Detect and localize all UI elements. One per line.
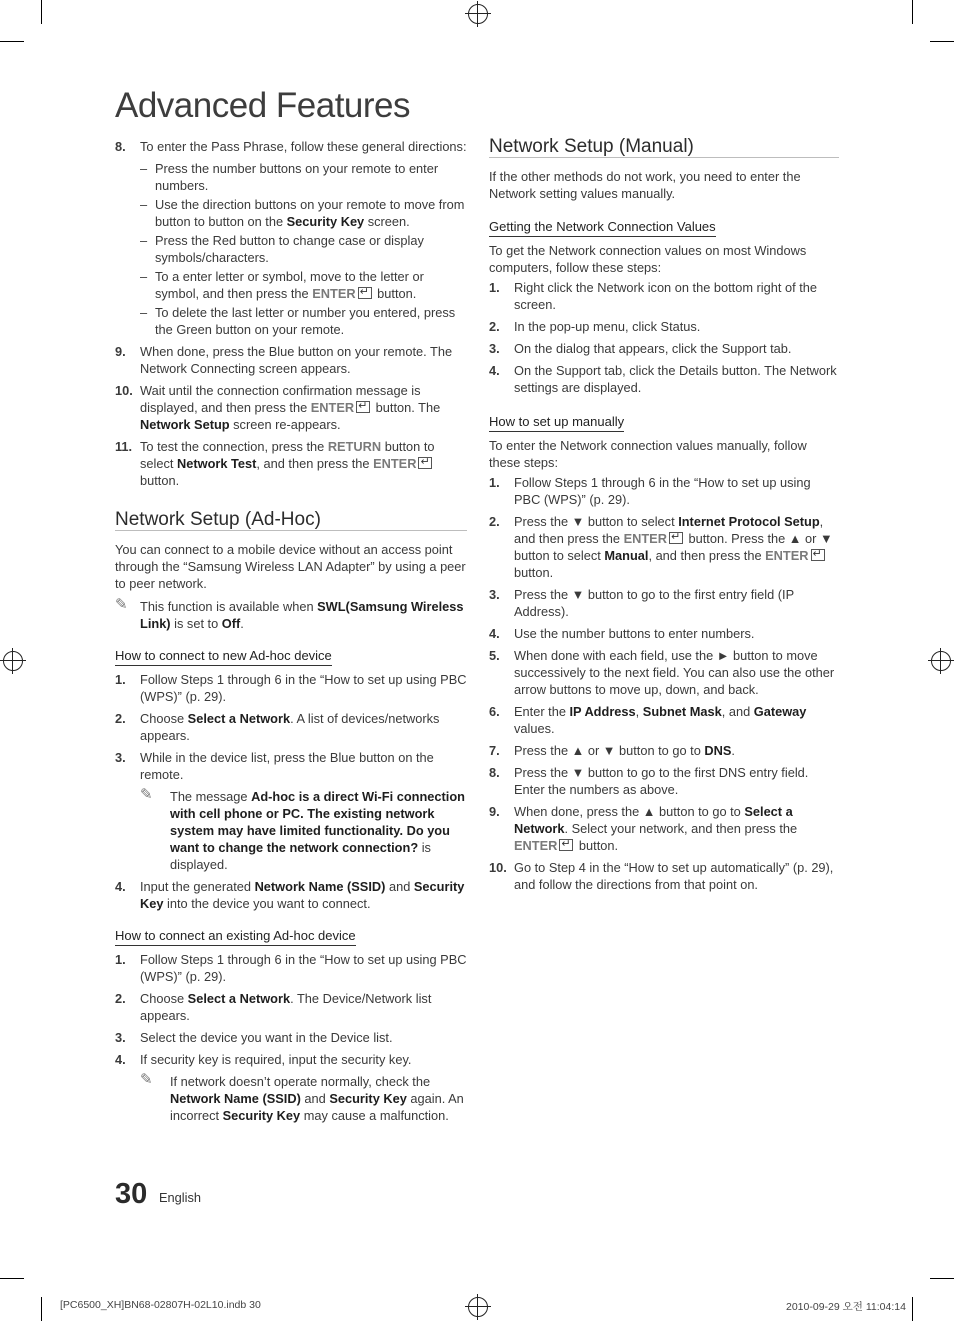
adhoc-intro: You can connect to a mobile device without an access point through the “Samsung Wireless LAN Adapter” by using a peer to peer network. [115, 542, 466, 591]
list-item: 1. Right click the Network icon on the bottom right of the screen. [489, 280, 818, 312]
registration-mark-icon [468, 1297, 488, 1317]
list-item: 1. Follow Steps 1 through 6 in the “How to set up using PBC (WPS)” (p. 29). [489, 475, 811, 507]
list-item: 3. Press the ▼ button to go to the first entry field (IP Address). [489, 587, 794, 619]
getting-intro: To get the Network connection values on most Windows computers, follow these steps: [489, 243, 807, 275]
bullet-list [140, 160, 467, 338]
list-item: 10. Go to Step 4 in the “How to set up automatically” (p. 29), and follow the directions from that point on. [489, 860, 834, 892]
crop-mark [930, 41, 954, 42]
bullet-item: – Press the Red button to change case or display symbols/characters. [140, 233, 424, 265]
crop-mark [912, 1297, 913, 1321]
enter-key-icon [559, 839, 573, 851]
crop-mark [930, 1278, 954, 1279]
subheading-existing-adhoc: How to connect an existing Ad-hoc device [115, 927, 356, 946]
manual-intro: If the other methods do not work, you need to enter the Network setting values manually. [489, 169, 801, 201]
list-item-step-11: 11. To test the connection, press the RETURN button to select Network Test, and then press the ENTER↵ button. [115, 438, 467, 489]
crop-mark [41, 1297, 42, 1321]
pencil-note-icon: ✎ [115, 596, 128, 613]
left-column [115, 138, 467, 1129]
enter-key-icon [356, 401, 370, 413]
enter-key-icon [418, 457, 432, 469]
step-number: 8. [115, 139, 126, 154]
note: ✎ If network doesn’t operate normally, check the Network Name (SSID) and Security Key again. An incorrect Security Key may cause a malfunction. [140, 1071, 464, 1123]
enter-key-icon [811, 549, 825, 561]
list-item: 5. When done with each field, use the ► button to move successively to the next field. You can also use the other arrow buttons to move up, down, and back. [489, 648, 835, 697]
page-number: 30 [115, 1178, 148, 1210]
list-item-step-10: 10. Wait until the connection confirmation message is displayed, and then press the ENTER↵ button. The Network Setup screen re-appears. [115, 382, 467, 433]
right-column [489, 138, 839, 898]
pencil-note-icon: ✎ [140, 1071, 153, 1088]
list-item: 4. If security key is required, input the security key. ✎ If network doesn’t operate normally, check the Network Name (SSID) and Security Key again. An incorrect Security Key may cause a malfunction. [115, 1051, 467, 1124]
bullet-item: – Use the direction buttons on your remote to move from button to button on the Security Key screen. [140, 197, 465, 229]
list-item: 4. Input the generated Network Name (SSID) and Security Key into the device you want to connect. [115, 879, 465, 911]
bullet-item: – Press the number buttons on your remote to enter numbers. [140, 161, 439, 193]
step-text: To enter the Pass Phrase, follow these general directions: [140, 139, 467, 154]
registration-mark-icon [931, 651, 951, 671]
list-item: 8. Press the ▼ button to go to the first DNS entry field. Enter the numbers as above. [489, 765, 809, 797]
page-language: English [159, 1190, 201, 1205]
crop-mark [0, 41, 24, 42]
list-item: 7. Press the ▲ or ▼ button to go to DNS. [489, 743, 735, 758]
list-item: 6. Enter the IP Address, Subnet Mask, and Gateway values. [489, 704, 807, 736]
list-item: 1. Follow Steps 1 through 6 in the “How to set up using PBC (WPS)” (p. 29). [115, 952, 467, 984]
pencil-note-icon: ✎ [140, 786, 153, 803]
list-item: 3. Select the device you want in the Device list. [115, 1030, 393, 1045]
note: ✎ This function is available when SWL(Samsung Wireless Link) is set to Off. [115, 596, 464, 631]
registration-mark-icon [3, 651, 23, 671]
enter-key-icon [669, 532, 683, 544]
list-item: 4. Use the number buttons to enter numbers. [489, 626, 755, 641]
list-item-step-8 [115, 138, 467, 338]
bullet-item: – To delete the last letter or number you entered, press the Green button on your remote. [140, 305, 456, 337]
section-heading-manual: Network Setup (Manual) [489, 138, 839, 158]
manual-setup-intro: To enter the Network connection values manually, follow these steps: [489, 438, 807, 470]
list-item: 1. Follow Steps 1 through 6 in the “How to set up using PBC (WPS)” (p. 29). [115, 672, 467, 704]
crop-mark [912, 0, 913, 24]
list-item-step-9: 9. When done, press the Blue button on your remote. The Network Connecting screen appears. [115, 344, 453, 376]
list-item: 3. On the dialog that appears, click the Support tab. [489, 341, 792, 356]
list-item: 2. In the pop-up menu, click Status. [489, 319, 701, 334]
registration-mark-icon [468, 4, 488, 24]
page-title: Advanced Features [115, 86, 411, 125]
list-item: 2. Choose Select a Network. A list of devices/networks appears. [115, 711, 440, 743]
crop-mark [0, 1278, 24, 1279]
enter-key-icon [358, 287, 372, 299]
list-item: 2. Press the ▼ button to select Internet Protocol Setup, and then press the ENTER↵ button. Press the ▲ or ▼ button to select Manual, and then press the ENTER↵ button. [489, 513, 839, 581]
note: ✎ The message Ad-hoc is a direct Wi-Fi connection with cell phone or PC. The existing network system may have limited functionality. Do you want to change the network connection? is displayed. [140, 786, 465, 872]
list-item: 2. Choose Select a Network. The Device/Network list appears. [115, 991, 432, 1023]
list-item: 9. When done, press the ▲ button to go to Select a Network. Select your network, and then press the ENTER↵ button. [489, 803, 839, 854]
subheading-new-adhoc: How to connect to new Ad-hoc device [115, 647, 332, 666]
subheading-getting-values: Getting the Network Connection Values [489, 218, 716, 237]
crop-mark [41, 0, 42, 24]
list-item: 3. While in the device list, press the Blue button on the remote. ✎ The message Ad-hoc is a direct Wi-Fi connection with cell phone or PC. The existing network system may have limited functionality. Do you want to change the network connection? is displayed. [115, 750, 465, 872]
list-item: 4. On the Support tab, click the Details button. The Network settings are displayed. [489, 363, 837, 395]
footer-file-info: [PC6500_XH]BN68-02807H-02L10.indb 30 [60, 1299, 261, 1311]
section-heading-adhoc: Network Setup (Ad-Hoc) [115, 511, 467, 531]
footer-timestamp: 2010-09-29 오전 11:04:14 [786, 1301, 906, 1313]
subheading-manual-setup: How to set up manually [489, 413, 624, 432]
bullet-item: – To a enter letter or symbol, move to the letter or symbol, and then press the ENTER↵ button. [140, 268, 467, 302]
